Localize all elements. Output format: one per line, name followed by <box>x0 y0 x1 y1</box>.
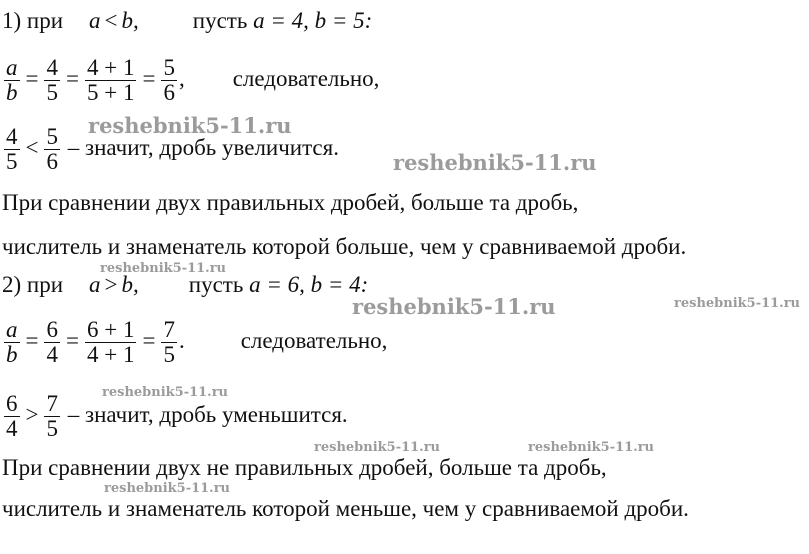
fraction <box>4 125 20 174</box>
case1-rule-line1: При сравнении двух правильных дробей, больше та дробь, <box>2 190 579 215</box>
watermark: reshebnik5-11.ru <box>102 385 229 400</box>
denominator: 5 <box>46 416 58 441</box>
denominator: 6 <box>163 80 175 105</box>
case2-equation <box>2 318 387 367</box>
fraction <box>44 318 60 367</box>
fraction <box>161 56 177 105</box>
watermark: reshebnik5-11.ru <box>352 294 556 319</box>
case1-equation <box>2 56 379 105</box>
punctuation: . <box>178 327 185 353</box>
equals-sign: = <box>142 327 156 353</box>
equals-sign: = <box>65 65 79 91</box>
fraction <box>4 392 20 441</box>
fraction <box>4 56 20 105</box>
fraction <box>44 392 60 441</box>
let-expression: a = 4, b = 5: <box>253 8 373 33</box>
fraction <box>4 318 20 367</box>
compare-op: > <box>25 401 39 427</box>
numerator: 7 <box>46 391 58 416</box>
consequently-text: следовательно, <box>232 65 380 91</box>
fraction <box>44 56 60 105</box>
compare-op: > <box>104 272 118 297</box>
var-a: a <box>89 272 101 297</box>
let-expression: a = 6, b = 4: <box>249 272 369 297</box>
denominator: 6 <box>46 149 58 174</box>
numerator: 4 <box>6 124 18 149</box>
let-word: пусть <box>192 8 248 33</box>
numerator: 7 <box>163 317 175 342</box>
equals-sign: = <box>25 65 39 91</box>
consequently-text: следовательно, <box>240 327 388 353</box>
compare-op: < <box>104 8 118 33</box>
compare-op: < <box>25 134 39 160</box>
fraction <box>44 125 60 174</box>
case-label: 2) при <box>2 272 64 297</box>
numerator: a <box>6 317 18 342</box>
var-b: b, <box>121 8 139 33</box>
watermark: reshebnik5-11.ru <box>104 481 231 496</box>
fraction <box>85 56 136 105</box>
watermark: reshebnik5-11.ru <box>314 440 441 455</box>
var-b: b, <box>121 272 139 297</box>
case2-rule-line1: При сравнении двух не правильных дробей, больше та дробь, <box>2 455 607 480</box>
case1-rule-line2: числитель и знаменатель которой больше, чем у сравниваемой дроби. <box>2 234 687 259</box>
equals-sign: = <box>142 65 156 91</box>
equals-sign: = <box>65 327 79 353</box>
numerator: 6 + 1 <box>86 317 135 342</box>
watermark: reshebnik5-11.ru <box>88 113 292 138</box>
numerator: 6 <box>46 317 58 342</box>
denominator: 4 + 1 <box>86 342 135 367</box>
denominator: 5 <box>6 149 18 174</box>
case1-header <box>2 8 372 34</box>
numerator: 6 <box>6 391 18 416</box>
equals-sign: = <box>25 327 39 353</box>
denominator: 5 <box>163 342 175 367</box>
numerator: 5 <box>46 124 58 149</box>
punctuation: , <box>178 65 185 91</box>
var-a: a <box>89 8 101 33</box>
denominator: b <box>6 342 18 367</box>
numerator: 4 <box>46 55 58 80</box>
case2-rule-line2: числитель и знаменатель которой меньше, чем у сравниваемой дроби. <box>2 496 689 521</box>
conclusion-text: – значит, дробь увеличится. <box>67 134 339 160</box>
watermark: reshebnik5-11.ru <box>393 150 597 175</box>
conclusion-text: – значит, дробь уменьшится. <box>67 401 348 427</box>
watermark: reshebnik5-11.ru <box>674 296 801 311</box>
watermark: reshebnik5-11.ru <box>100 261 227 276</box>
denominator: b <box>6 80 18 105</box>
denominator: 4 <box>46 342 58 367</box>
denominator: 4 <box>6 416 18 441</box>
denominator: 5 <box>46 80 58 105</box>
watermark: reshebnik5-11.ru <box>528 440 655 455</box>
numerator: a <box>6 55 18 80</box>
fraction <box>85 318 136 367</box>
denominator: 5 + 1 <box>86 80 135 105</box>
fraction <box>161 318 177 367</box>
case-label: 1) при <box>2 8 64 33</box>
let-word: пусть <box>188 272 244 297</box>
numerator: 5 <box>163 55 175 80</box>
numerator: 4 + 1 <box>86 55 135 80</box>
